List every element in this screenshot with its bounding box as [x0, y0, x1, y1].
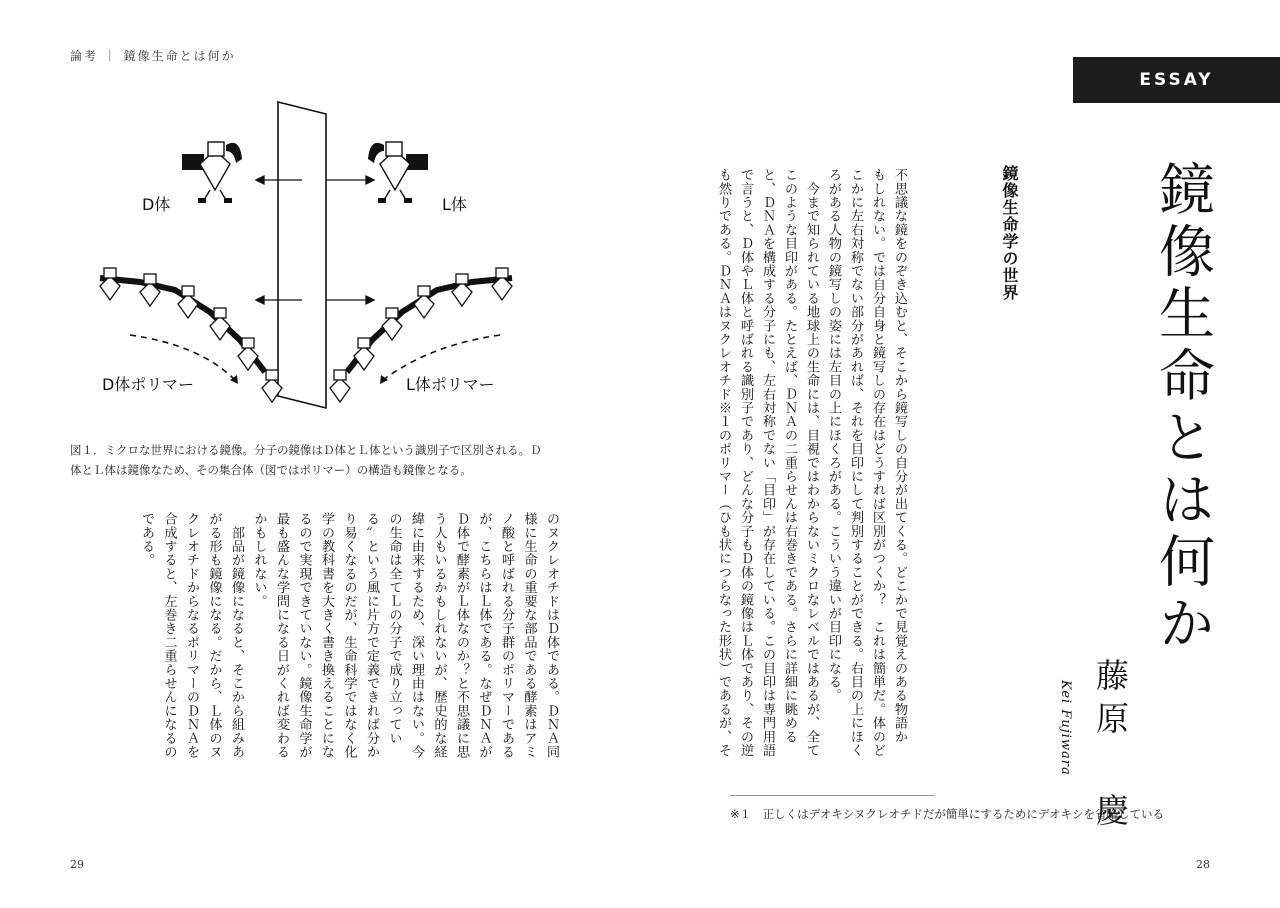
text-line: るので実現できていない。鏡像生命学が: [296, 512, 312, 759]
section-heading: 鏡像生命学の世界: [1000, 165, 1019, 301]
text-line: う人もいるかもしれないが、歴史的な経: [431, 512, 447, 759]
text-line: ノ酸と呼ばれる分子群のポリマーである: [499, 512, 514, 759]
text-line: がる形も鏡像になる。だから、Ｌ体のヌ: [206, 512, 222, 759]
page-title: 鏡像生命とは何か: [1150, 160, 1215, 656]
author-name-en: Kei Fujiwara: [1058, 680, 1073, 776]
text-line: ろがある人物の鏡写しの姿には左目の上にほくろがある。こういう違いが目印になる。: [826, 168, 841, 703]
mirror-plane: [278, 102, 326, 408]
text-line: Ｄ体で酵素がＬ体なのか？と不思議に思: [454, 512, 469, 759]
molecule-l-icon: [368, 142, 428, 203]
label-d-polymer: D体ポリマー: [102, 375, 195, 394]
essay-label: ESSAY: [1073, 57, 1280, 103]
running-head: 論考 ｜ 鏡像生命とは何か: [70, 49, 236, 63]
text-line: が、こちらはＬ体である。なぜＤＮＡが: [476, 512, 492, 759]
text-line: り易くなるのだが、生命科学ではなく化: [341, 512, 357, 759]
text-line: 今まで知られている地球上の生命には、目視ではわからないミクロなレベルではあるが、全て: [804, 168, 819, 758]
body-text-left: [135, 512, 563, 772]
molecule-d-icon: [182, 142, 242, 203]
label-d-body: D体: [142, 195, 171, 214]
text-line: も然りである。ＤＮＡはヌクレオチド※１のポリマー（ひも状につらなった形状）であるが、そ: [716, 168, 731, 758]
text-line: このような目印がある。たとえば、ＤＮＡの二重らせんは右巻きである。さらに詳細に眺める: [782, 168, 797, 744]
label-l-polymer: L体ポリマー: [406, 375, 495, 394]
author-name: 藤原 慶: [1091, 658, 1130, 836]
text-line: 部品が鏡像になると、そこから組みあ: [229, 512, 244, 759]
text-line: る〟という風に片方で定義できれば分か: [364, 512, 379, 759]
text-line: 不思議な鏡をのぞき込むと、そこから鏡写しの自分が出てくる。どこかで見覚えのある物語か: [892, 168, 907, 744]
text-line: 学の教科書を大きく書き換えることにな: [319, 512, 334, 759]
text-line: クレオチドからなるポリマーのＤＮＡを: [184, 512, 199, 759]
footnote: ※１ 正しくはデオキシヌクレオチドだが簡単にするためにデオキシを省略している: [730, 807, 1164, 821]
figure-drawing: [80, 90, 550, 420]
figure-mirror-molecules: [80, 90, 550, 420]
page-number-left: 29: [70, 858, 84, 871]
text-line: の生命は全てＬの分子で成り立ってい: [386, 512, 402, 745]
text-line: もしれない。では自分自身と鏡写しの存在はどうすれば区別がつくか？ これは簡単だ。体のど: [870, 168, 885, 758]
text-line: 緯に由来するため、深い理由はない。今: [409, 512, 424, 759]
text-line: で言うと、Ｄ体やＬ体と呼ばれる識別子であり、どんな分子もＤ体の鏡像はＬ体であり、その逆: [738, 168, 753, 758]
text-line: かもしれない。: [251, 512, 267, 608]
label-l-body: L体: [442, 195, 467, 214]
footnote-rule: [730, 795, 935, 796]
text-line: と、ＤＮＡを構成する分子にも、左右対称でない「目印」が存在している。この目印は専門用語: [760, 168, 775, 758]
text-line: である。: [139, 512, 154, 567]
page-number-right: 28: [1196, 858, 1210, 871]
body-text-right: [712, 168, 910, 788]
text-line: 様に生命の重要な部品である酵素はアミ: [521, 512, 537, 759]
figure-caption: 図１．ミクロな世界における鏡像。分子の鏡像はＤ体とＬ体という識別子で区別される。Ｄ体とＬ体は鏡像なため、その集合体（図ではポリマー）の構造も鏡像となる。: [70, 443, 542, 477]
text-line: のヌクレオチドはＤ体である。ＤＮＡ同: [544, 512, 559, 759]
text-line: 最も盛んな学問になる日がくれば変わる: [274, 512, 289, 759]
text-line: 合成すると、左巻き二重らせんになるの: [161, 512, 177, 759]
text-line: こかに左右対称でない部分があれば、それを目印にして判別することができる。右目の上にほく: [848, 168, 863, 758]
